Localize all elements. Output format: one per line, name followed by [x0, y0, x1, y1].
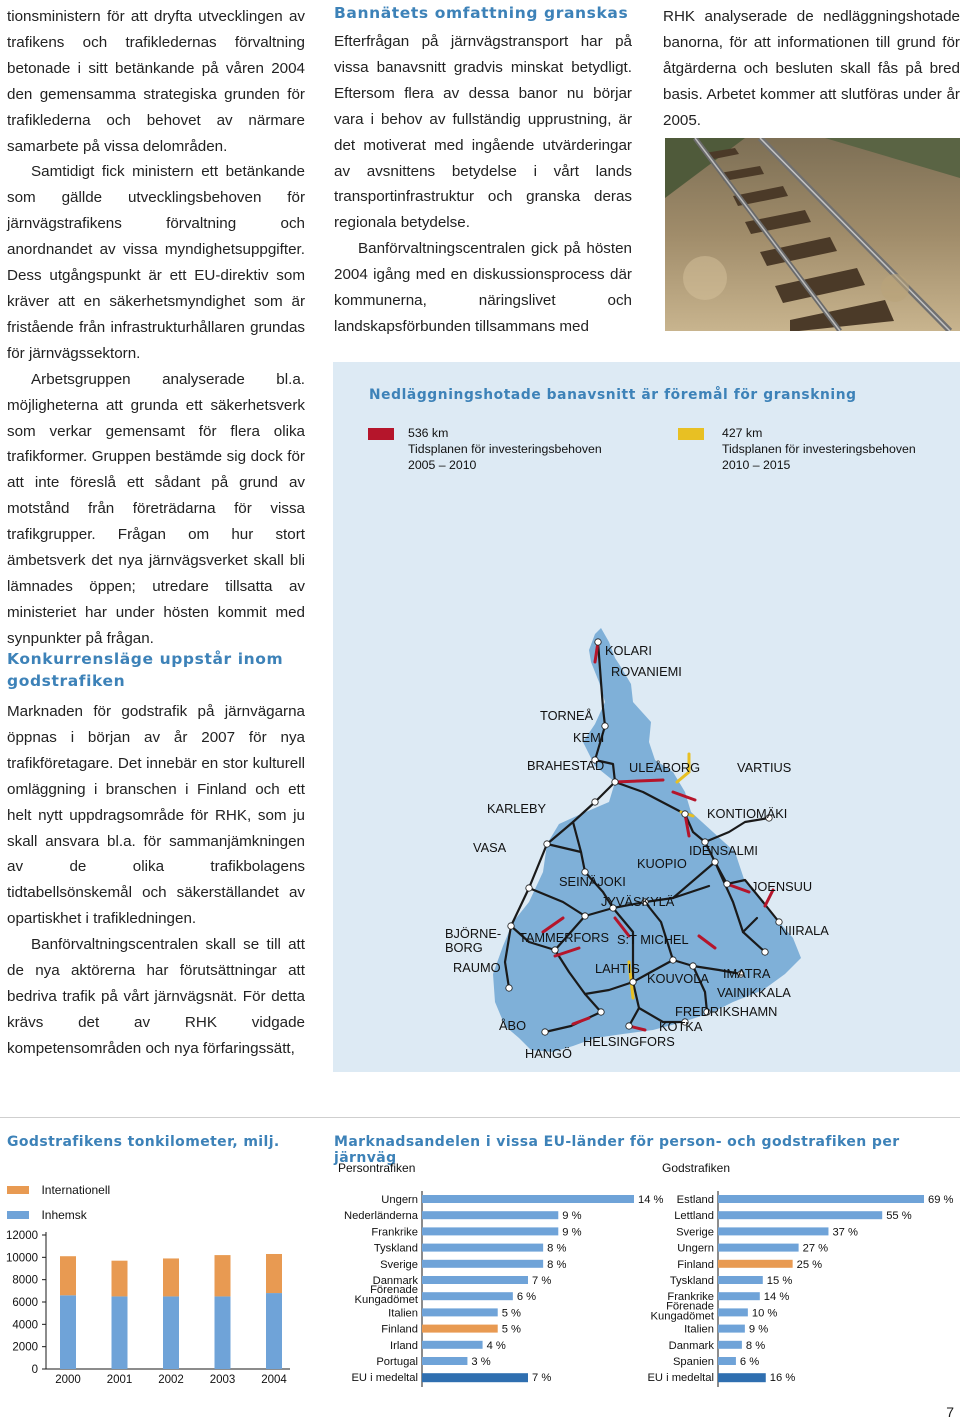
hbar-2	[718, 1341, 742, 1349]
hbar-value: 55 %	[886, 1210, 912, 1223]
hbar-value: 5 %	[501, 1307, 521, 1320]
hbar-country: Estland	[676, 1194, 714, 1206]
chart1-bar-internationell	[60, 1256, 76, 1295]
hbar-country: Irland	[390, 1339, 418, 1352]
chart1-title: Godstrafikens tonkilometer, milj.	[7, 1134, 280, 1150]
city-karleby: KARLEBY	[487, 801, 547, 816]
hbar-value: 25 %	[796, 1258, 823, 1271]
legend-red-line2: 2005 – 2010	[408, 458, 477, 472]
hbar-country: Ungern	[677, 1242, 714, 1255]
city-niirala: NIIRALA	[779, 923, 829, 938]
city-rovaniemi: ROVANIEMI	[611, 664, 682, 679]
hbar-value: 5 %	[501, 1323, 521, 1336]
chart1-bar-internationell	[215, 1255, 231, 1296]
left-column	[7, 4, 305, 652]
hbar-country: Förenade	[666, 1300, 714, 1313]
city-helsingfors: HELSINGFORS	[583, 1034, 675, 1049]
legend-red-km: 536 km	[408, 426, 449, 440]
legend-domestic-label: Inhemsk	[41, 1208, 87, 1222]
left-paragraph-1: tionsministern för att dryfta utvecklingen av trafikens och trafikledernas förvaltning betonade i sitt betänkande på våren 2004 den gemensamma strategiska grunden för trafiklederna och behovet av närmare samarbete på vissa delområden.	[7, 8, 305, 155]
city-abo: ÅBO	[499, 1018, 527, 1033]
legend-international-swatch	[7, 1186, 29, 1194]
hbar-country: Lettland	[674, 1210, 714, 1223]
left-paragraph-3: Arbetsgruppen analyserade bl.a. möjligheterna att grunda ett säkerhetsverk som verkar gemensamt för flera olika trafikformer. Gruppen bestämde sig dock för att inte föreslå ett sådant på grund av motstånd från företrädarna för vissa trafikgrupper. Frågan om hur stort ämbetsverk det nya järnvägsverket skall bli lämnades öppen; utredare tillsatta av ministeriet har under hösten kommit med synpunkter på frågan.	[7, 370, 305, 647]
hbar-country: EU i medeltal	[647, 1372, 714, 1385]
chart1-bar-inhemsk	[215, 1296, 231, 1369]
hbar-value: 8 %	[745, 1339, 766, 1352]
legend-domestic-swatch	[7, 1211, 29, 1219]
chart1-ytick: 2000	[12, 1341, 38, 1354]
chart1-ytick: 8000	[12, 1274, 38, 1287]
hbar-2	[718, 1195, 924, 1203]
chart1-bar-inhemsk	[60, 1295, 76, 1369]
chart1-xtick: 2001	[106, 1374, 133, 1386]
hbar-1	[422, 1276, 528, 1284]
city-jyvaskyla: JYVÄSKYLÄ	[601, 894, 675, 909]
chart1-ytick: 6000	[12, 1297, 38, 1309]
chart3-svg	[634, 1185, 960, 1395]
hbar-value: 9 %	[562, 1226, 582, 1239]
chart1-bar-inhemsk	[163, 1296, 179, 1369]
hbar-2	[718, 1227, 828, 1235]
map-title: Nedläggningshotade banavsnitt är föremål för granskning	[369, 387, 857, 403]
hbar-value: 6 %	[516, 1291, 537, 1304]
chart1-ytick: 12000	[6, 1230, 38, 1242]
hbar-country: Tyskland	[669, 1275, 714, 1287]
city-seinajoki: SEINÄJOKI	[559, 874, 626, 889]
chart1-bar-inhemsk	[266, 1293, 282, 1369]
hbar-value: 9 %	[748, 1323, 769, 1336]
hbar-2	[718, 1211, 882, 1219]
hbar-2	[718, 1244, 799, 1252]
hbar-value: 15 %	[766, 1275, 793, 1287]
left-heading: Konkurrensläge uppstår inom godstrafiken	[7, 650, 284, 690]
hbar-value: 9 %	[562, 1210, 582, 1223]
city-lahtis: LAHTIS	[595, 961, 640, 976]
hbar-value: 8 %	[547, 1242, 567, 1255]
hbar-value: 16 %	[769, 1372, 796, 1385]
hbar-2	[718, 1373, 766, 1382]
left-paragraph-2: Samtidigt fick ministern ett betänkande som gällde utvecklingsbehoven för järnvägstrafikens förvaltning och anordnandet av vissa myndighetsuppgifter. Dess utgångspunkt är ett EU-direktiv som kräver att en säkerhetsmyndighet som är fristående från infrastrukturhållaren grundas för järnvägssektorn.	[7, 163, 305, 362]
hbar-country: Italien	[388, 1307, 418, 1320]
middle-paragraph-1: Efterfrågan på järnvägstransport har på vissa banavsnitt gradvis minskat betydligt. Eftersom flera av dessa banor nu börjar vara i behov av fullständig upprustning, är det motiverat med ingående utvärderingar av avsnittens betydelse i vårt lands transportinfrastruktur och granska deras regionala betydelse.	[334, 33, 632, 232]
hbar-value: 8 %	[547, 1258, 567, 1271]
railway-track-photo	[665, 138, 960, 331]
city-kuopio: KUOPIO	[637, 856, 687, 871]
hbar-country: Kungadömet	[650, 1310, 714, 1323]
hbar-value: 37 %	[832, 1226, 858, 1239]
hbar-2	[718, 1357, 736, 1365]
hbar-value: 6 %	[739, 1356, 760, 1368]
hbar-1	[422, 1195, 634, 1203]
hbar-value: 69 %	[928, 1194, 954, 1206]
chart1-xtick: 2003	[209, 1374, 236, 1386]
city-stmichel: S:T MICHEL	[617, 932, 689, 947]
chart1-xtick: 2000	[55, 1374, 81, 1386]
chart1-ytick: 10000	[6, 1252, 38, 1265]
city-raumo: RAUMO	[453, 960, 501, 975]
hbar-country: Frankrike	[667, 1291, 714, 1304]
hbar-country: Spanien	[672, 1356, 714, 1368]
right-column	[663, 4, 960, 134]
middle-heading: Bannätets omfattning granskas	[334, 4, 629, 22]
hbar-value: 10 %	[751, 1307, 778, 1320]
legend-yellow-km: 427 km	[722, 426, 763, 440]
chart1-svg	[0, 1220, 300, 1395]
hbar-country: Finland	[381, 1323, 418, 1336]
hbar-value: 7 %	[532, 1275, 552, 1287]
section-divider	[0, 1117, 960, 1118]
hbar-country: Sverige	[676, 1226, 714, 1239]
hbar-country: Ungern	[381, 1194, 418, 1206]
city-fredrikshamn: FREDRIKSHAMN	[675, 1004, 778, 1019]
hbar-country: Nederländerna	[343, 1210, 418, 1223]
chart1-xtick: 2004	[261, 1374, 287, 1386]
hbar-country: Sverige	[380, 1258, 418, 1271]
hbar-2	[718, 1260, 793, 1268]
map-panel	[333, 362, 960, 1072]
hbar-value: 4 %	[486, 1339, 506, 1352]
legend-yellow-line2: 2010 – 2015	[722, 458, 791, 472]
city-vartius: VARTIUS	[737, 760, 792, 775]
middle-column	[334, 29, 632, 340]
hbar-1	[422, 1308, 498, 1316]
city-kontiomaki: KONTIOMÄKI	[707, 806, 788, 821]
hbar-2	[718, 1276, 763, 1284]
legend-yellow-line1: Tidsplanen för investeringsbehoven	[722, 442, 916, 456]
chart1-ytick: 0	[31, 1364, 38, 1376]
legend-international-label: Internationell	[41, 1183, 111, 1197]
hbar-country: Italien	[684, 1323, 714, 1336]
chart2-subtitle: Persontrafiken	[338, 1161, 416, 1175]
left2-paragraph-1: Marknaden för godstrafik på järnvägarna öppnas i början av år 2007 för nya trafikföretagare. Det innebär en stor kulturell omläggning i branschen i Finland och ett helt nytt uppdragsområde för RHK, som ju skall ansvara bl.a. för sammanjämkningen av de olika trafikbolagens tidtabellsönskemål och säkerställandet av opartiskhet i trafikledningen.	[7, 703, 305, 928]
city-kotka: KOTKA	[659, 1019, 703, 1034]
hbar-country: Tyskland	[373, 1242, 418, 1255]
hbar-2	[718, 1292, 760, 1300]
city-joensuu: JOENSUU	[751, 879, 813, 894]
chart2-title: Marknadsandelen i vissa EU-länder för person- och godstrafiken per järnväg	[334, 1134, 900, 1166]
hbar-1	[422, 1260, 543, 1268]
chart1-bar-inhemsk	[112, 1296, 128, 1369]
chart1-legend-international	[7, 1181, 110, 1199]
hbar-country: Kungadömet	[354, 1294, 418, 1307]
hbar-value: 14 %	[638, 1194, 664, 1206]
hbar-value: 7 %	[532, 1372, 552, 1385]
hbar-country: Finland	[677, 1258, 714, 1271]
chart3-subtitle: Godstrafiken	[662, 1161, 731, 1175]
hbar-1	[422, 1357, 467, 1365]
right-paragraph: RHK analyserade de nedläggningshotade banorna, för att informationen till grund för åtgärderna och besluten skall fås på bred basis. Arbetet kommer att slutföras under år 2005.	[663, 8, 960, 129]
hbar-1	[422, 1292, 513, 1300]
left2-paragraph-2: Banförvaltningscentralen skall se till att de nya aktörerna har förutsättningar att bedriva trafik på vårt järnvägsnät. För detta krävs det av RHK vidgade kompetensområden och nya förfaringssätt,	[7, 936, 305, 1057]
middle-paragraph-2: Banförvaltningscentralen gick på hösten 2004 igång med en diskussionsprocess där kommunerna, näringslivet och landskapsförbunden tillsammans med	[334, 240, 632, 335]
chart2-svg	[334, 1185, 664, 1395]
chart1-bar-internationell	[266, 1254, 282, 1293]
hbar-1	[422, 1244, 543, 1252]
chart1-bar-internationell	[112, 1261, 128, 1297]
left-column-2	[7, 699, 305, 1062]
hbar-country: Frankrike	[371, 1226, 418, 1239]
city-tornea: TORNEÅ	[540, 708, 594, 723]
hbar-1	[422, 1373, 528, 1382]
hbar-country: Danmark	[668, 1339, 714, 1352]
chart1-bar-internationell	[163, 1258, 179, 1296]
city-bjorneborg-1: BJÖRNE-	[445, 926, 502, 941]
hbar-2	[718, 1308, 748, 1316]
chart1-ytick: 4000	[12, 1319, 38, 1332]
page-number: 7	[946, 1404, 954, 1420]
hbar-value: 14 %	[763, 1291, 790, 1304]
hbar-value: 3 %	[471, 1356, 491, 1368]
hbar-value: 27 %	[802, 1242, 829, 1255]
hbar-1	[422, 1211, 558, 1219]
hbar-country: Portugal	[376, 1356, 418, 1368]
finland-rail-map	[333, 362, 960, 1072]
chart1-xtick: 2002	[158, 1374, 184, 1386]
city-tammerfors: TAMMERFORS	[519, 930, 610, 945]
city-uleaborg: ULEÅBORG	[629, 760, 701, 775]
city-idensalmi: IDENSALMI	[689, 843, 758, 858]
hbar-country: Danmark	[372, 1275, 418, 1287]
city-vainikkala: VAINIKKALA	[717, 985, 791, 1000]
city-kolari: KOLARI	[605, 643, 652, 658]
city-vasa: VASA	[473, 840, 507, 855]
legend-red-line1: Tidsplanen för investeringsbehoven	[408, 442, 602, 456]
city-kouvola: KOUVOLA	[647, 971, 709, 986]
hbar-1	[422, 1341, 483, 1349]
city-bjorneborg-2: BORG	[445, 940, 483, 955]
city-imatra: IMATRA	[723, 966, 771, 981]
city-brahestad: BRAHESTAD	[527, 758, 605, 773]
hbar-country: Förenade	[370, 1284, 418, 1297]
hbar-1	[422, 1227, 558, 1235]
city-hango: HANGÖ	[525, 1046, 572, 1061]
hbar-country: EU i medeltal	[351, 1372, 418, 1385]
hbar-2	[718, 1325, 745, 1333]
city-kemi: KEMI	[573, 730, 605, 745]
hbar-1	[422, 1325, 498, 1333]
